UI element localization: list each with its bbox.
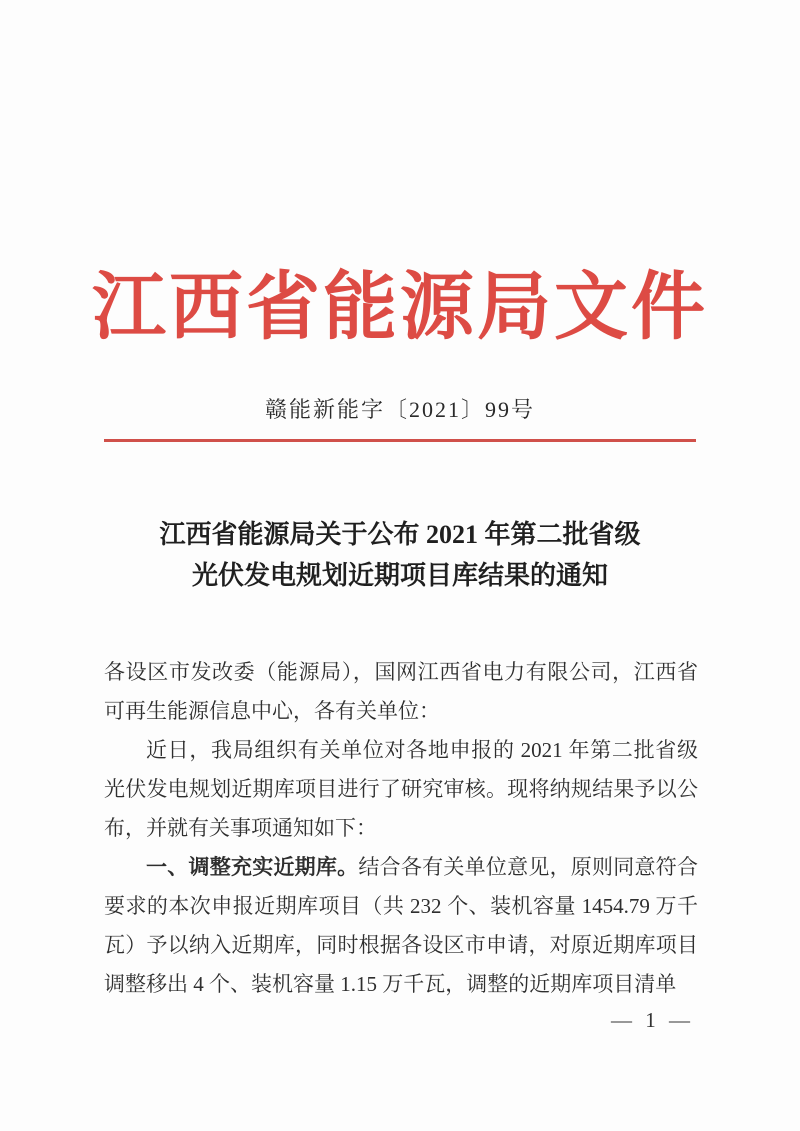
body-paragraph-2 <box>104 848 698 1004</box>
document-title-line-2: 光伏发电规划近期项目库结果的通知 <box>191 561 608 590</box>
agency-red-header: 江西省能源局文件 <box>92 267 708 349</box>
document-title-line-1: 江西省能源局关于公布 2021 年第二批省级 <box>159 520 641 549</box>
body-paragraph-2-text: 结合各有关单位意见，原则同意符合要求的本次申报近期库项目（共 232 个、装机容量 1454.79 万千瓦）予以纳入近期库，同时根据各设区市申请，对原近期库项目调整移出 4 个、装机容量 1.15 万千瓦，调整的近期库项目清单 <box>104 855 699 996</box>
page-number: — 1 — <box>611 1008 694 1032</box>
document-reference-number: 赣能新能字〔2021〕99号 <box>264 397 535 422</box>
document-title <box>50 514 750 596</box>
red-divider-line <box>104 439 696 442</box>
addressee-salutation: 各设区市发改委（能源局），国网江西省电力有限公司，江西省可再生能源信息中心，各有关单位： <box>104 660 698 723</box>
body-paragraph-1: 近日，我局组织有关单位对各地申报的 2021 年第二批省级光伏发电规划近期库项目进行了研究审核。现将纳规结果予以公布，并就有关事项通知如下： <box>104 738 698 840</box>
document-body <box>104 653 698 1004</box>
body-paragraph-2-bold-lead: 一、调整充实近期库。 <box>146 855 359 879</box>
